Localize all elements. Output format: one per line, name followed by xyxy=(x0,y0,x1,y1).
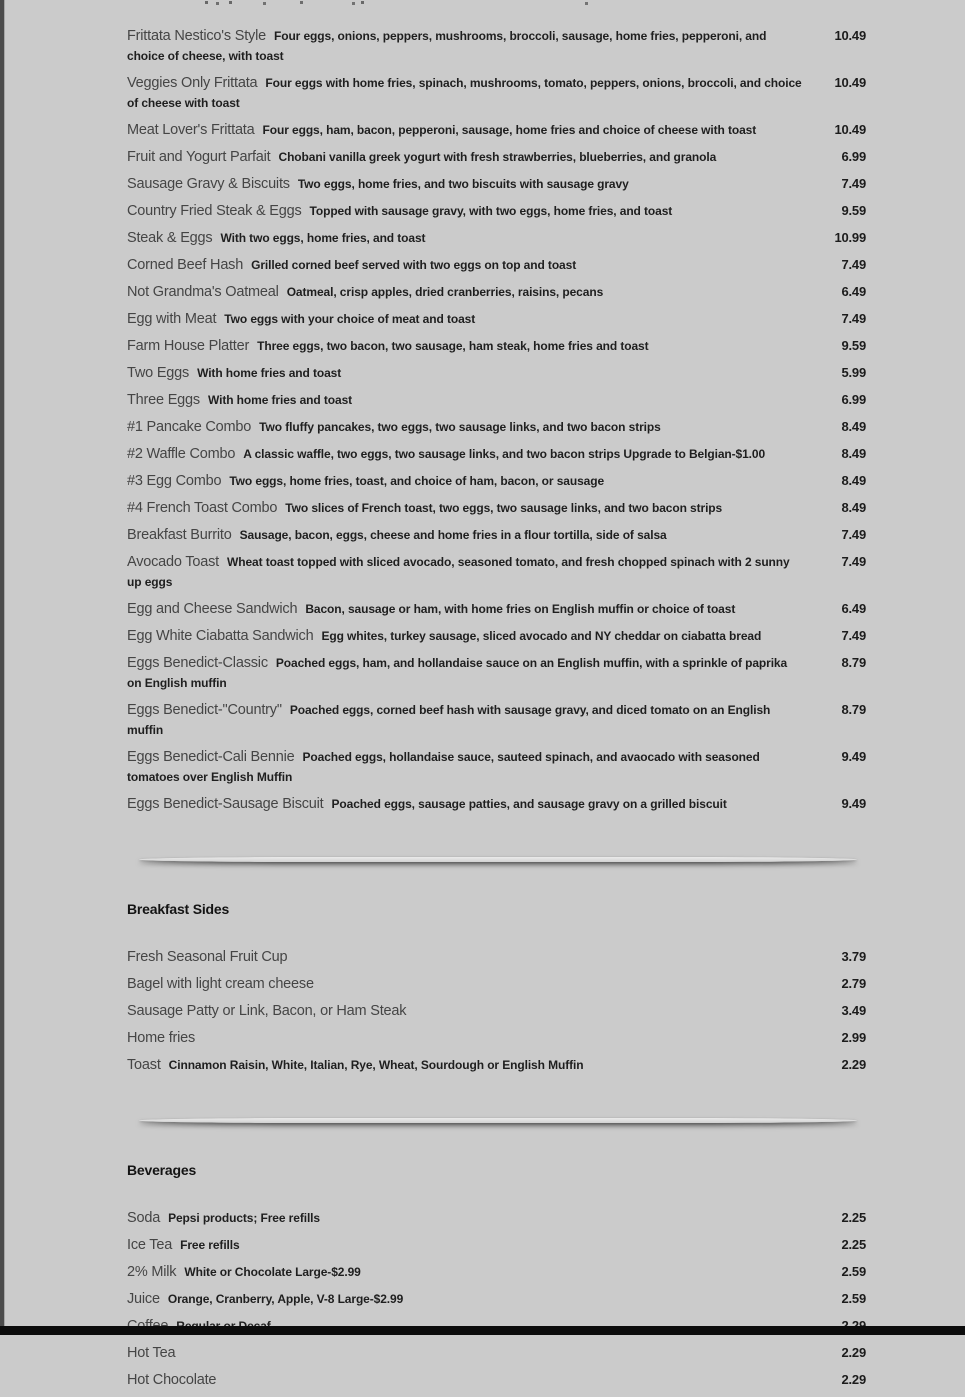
menu-item-text xyxy=(127,552,816,592)
menu-item-text xyxy=(127,1343,816,1363)
menu-item-price: 3.79 xyxy=(841,949,866,964)
menu-item-row xyxy=(127,471,866,491)
menu-item-row xyxy=(127,417,866,437)
menu-item-row xyxy=(127,747,866,787)
section-title: Beverages xyxy=(127,1162,197,1178)
menu-item-price: 7.49 xyxy=(841,311,866,326)
menu-item-text xyxy=(127,120,816,140)
menu-item-text xyxy=(127,255,816,275)
menu-item-name: Eggs Benedict-Cali Bennie xyxy=(127,749,295,765)
menu-item-row xyxy=(127,1343,866,1363)
menu-item-price: 2.99 xyxy=(841,1030,866,1045)
menu-item-name: Ice Tea xyxy=(127,1237,173,1253)
menu-item-name: Frittata Nestico's Style xyxy=(127,28,266,44)
menu-item-description: A classic waffle, two eggs, two sausage links, and two bacon strips Upgrade to Belgian-$1.00 xyxy=(243,447,766,461)
menu-item-text xyxy=(127,525,816,545)
menu-item-description: Oatmeal, crisp apples, dried cranberries, raisins, pecans xyxy=(286,285,604,299)
menu-item-price: 8.49 xyxy=(841,500,866,515)
menu-item-price: 9.59 xyxy=(841,338,866,353)
menu-item-text xyxy=(127,336,816,356)
menu-item-description: Two eggs with your choice of meat and toast xyxy=(224,312,476,326)
menu-item-price: 9.49 xyxy=(841,749,866,764)
menu-item-description: Poached eggs, hollandaise sauce, sauteed spinach, and avaocado with seasoned tomatoes over English Muffin xyxy=(127,750,760,784)
menu-item-text xyxy=(127,1028,816,1048)
menu-item-description: Sausage, bacon, eggs, cheese and home fries in a flour tortilla, side of salsa xyxy=(239,528,667,542)
menu-item-price: 3.49 xyxy=(841,1003,866,1018)
menu-item-name: Three Eggs xyxy=(127,392,200,408)
menu-item-price: 2.29 xyxy=(841,1057,866,1072)
menu-item-description: Two slices of French toast, two eggs, two sausage links, and two bacon strips xyxy=(285,501,723,515)
menu-item-row xyxy=(127,1028,866,1048)
menu-item-row xyxy=(127,1262,866,1282)
menu-item-text xyxy=(127,498,816,518)
menu-item-text xyxy=(127,444,816,464)
menu-item-name: Fresh Seasonal Fruit Cup xyxy=(127,949,288,965)
menu-item-price: 2.29 xyxy=(841,1345,866,1360)
menu-item-name: Egg and Cheese Sandwich xyxy=(127,601,298,617)
menu-item-row xyxy=(127,498,866,518)
menu-item-price: 10.49 xyxy=(834,122,866,137)
menu-item-description: Two eggs, home fries, and two biscuits with sausage gravy xyxy=(297,177,629,191)
menu-item-row xyxy=(127,228,866,248)
menu-item-name: Eggs Benedict-"Country" xyxy=(127,702,282,718)
menu-item-name: Sausage Gravy & Biscuits xyxy=(127,176,290,192)
menu-item-name: Toast xyxy=(127,1057,161,1073)
menu-item-price: 7.49 xyxy=(841,628,866,643)
menu-item-price: 8.49 xyxy=(841,446,866,461)
window-left-edge-highlight xyxy=(4,0,5,1335)
menu-item-row xyxy=(127,147,866,167)
menu-item-text xyxy=(127,363,816,383)
menu-item-row xyxy=(127,363,866,383)
menu-item-name: Eggs Benedict-Sausage Biscuit xyxy=(127,796,324,812)
menu-item-row xyxy=(127,1235,866,1255)
menu-item-name: Two Eggs xyxy=(127,365,190,381)
menu-item-description: Orange, Cranberry, Apple, V-8 Large-$2.99 xyxy=(167,1292,404,1306)
menu-item-name: #4 French Toast Combo xyxy=(127,500,278,516)
menu-item-text xyxy=(127,417,816,437)
menu-item-price: 2.29 xyxy=(841,1372,866,1387)
menu-item-name: Sausage Patty or Link, Bacon, or Ham Steak xyxy=(127,1003,407,1019)
menu-item-row xyxy=(127,552,866,592)
menu-item-text xyxy=(127,1055,816,1075)
menu-item-description: Two fluffy pancakes, two eggs, two sausage links, and two bacon strips xyxy=(259,420,661,434)
menu-item-name: Not Grandma's Oatmeal xyxy=(127,284,279,300)
menu-item-price: 10.49 xyxy=(834,28,866,43)
menu-item-price: 2.79 xyxy=(841,976,866,991)
menu-item-price: 9.59 xyxy=(841,203,866,218)
menu-item-text xyxy=(127,26,816,66)
menu-item-name: Egg with Meat xyxy=(127,311,217,327)
menu-item-name: Hot Tea xyxy=(127,1345,176,1361)
menu-item-price: 7.49 xyxy=(841,176,866,191)
menu-item-description: Four eggs, onions, peppers, mushrooms, broccoli, sausage, home fries, pepperoni, and choice of cheese, with toast xyxy=(127,29,767,63)
section-divider xyxy=(139,1118,857,1123)
menu-item-row xyxy=(127,1001,866,1021)
menu-item-text xyxy=(127,174,816,194)
menu-item-text xyxy=(127,1262,816,1282)
menu-item-text xyxy=(127,282,816,302)
menu-item-price: 8.79 xyxy=(841,702,866,717)
menu-item-row xyxy=(127,525,866,545)
menu-item-text xyxy=(127,1001,816,1021)
menu-item-description: Chobani vanilla greek yogurt with fresh strawberries, blueberries, and granola xyxy=(278,150,717,164)
menu-item-row xyxy=(127,1289,866,1309)
menu-item-description: With home fries and toast xyxy=(207,393,353,407)
menu-item-description: Wheat toast topped with sliced avocado, seasoned tomato, and fresh chopped spinach with 2 sunny up eggs xyxy=(127,555,790,589)
menu-item-text xyxy=(127,309,816,329)
menu-item-name: #1 Pancake Combo xyxy=(127,419,252,435)
menu-item-row xyxy=(127,26,866,66)
menu-item-row xyxy=(127,444,866,464)
menu-item-name: Steak & Eggs xyxy=(127,230,213,246)
menu-item-name: Juice xyxy=(127,1291,160,1307)
menu-item-description: Egg whites, turkey sausage, sliced avocado and NY cheddar on ciabatta bread xyxy=(321,629,762,643)
menu-item-text xyxy=(127,147,816,167)
menu-item-name: Meat Lover's Frittata xyxy=(127,122,255,138)
menu-item-name: #3 Egg Combo xyxy=(127,473,222,489)
menu-item-text xyxy=(127,1289,816,1309)
menu-item-row xyxy=(127,201,866,221)
menu-item-description: Poached eggs, corned beef hash with sausage gravy, and diced tomato on an English muffin xyxy=(127,703,771,737)
bottom-black-bar xyxy=(0,1326,965,1335)
menu-item-row xyxy=(127,974,866,994)
section-divider xyxy=(139,857,857,862)
menu-item-description: Pepsi products; Free refills xyxy=(168,1211,320,1225)
menu-item-description: Two eggs, home fries, toast, and choice of ham, bacon, or sausage xyxy=(229,474,605,488)
menu-item-description: Topped with sausage gravy, with two eggs, home fries, and toast xyxy=(309,204,673,218)
menu-item-price: 6.99 xyxy=(841,149,866,164)
menu-item-text xyxy=(127,1370,816,1390)
menu-item-description: White or Chocolate Large-$2.99 xyxy=(184,1265,361,1279)
menu-item-row xyxy=(127,309,866,329)
menu-item-description: Cinnamon Raisin, White, Italian, Rye, Wheat, Sourdough or English Muffin xyxy=(168,1058,584,1072)
menu-item-price: 8.49 xyxy=(841,473,866,488)
menu-item-price: 2.25 xyxy=(841,1237,866,1252)
menu-item-price: 2.59 xyxy=(841,1264,866,1279)
menu-item-text xyxy=(127,471,816,491)
menu-item-row xyxy=(127,700,866,740)
menu-item-price: 6.49 xyxy=(841,601,866,616)
menu-item-text xyxy=(127,201,816,221)
menu-item-text xyxy=(127,1235,816,1255)
menu-item-text xyxy=(127,974,816,994)
menu-item-text xyxy=(127,653,816,693)
menu-item-name: Veggies Only Frittata xyxy=(127,75,258,91)
menu-item-name: Corned Beef Hash xyxy=(127,257,244,273)
menu-item-row xyxy=(127,1055,866,1075)
menu-item-name: Hot Chocolate xyxy=(127,1372,217,1388)
menu-item-row xyxy=(127,626,866,646)
menu-item-name: Fruit and Yogurt Parfait xyxy=(127,149,271,165)
menu-item-price: 8.79 xyxy=(841,655,866,670)
menu-document xyxy=(127,0,866,1397)
menu-item-price: 5.99 xyxy=(841,365,866,380)
menu-item-row xyxy=(127,599,866,619)
menu-item-row xyxy=(127,794,866,814)
menu-item-text xyxy=(127,228,816,248)
menu-item-description: With home fries and toast xyxy=(197,366,342,380)
menu-item-name: Breakfast Burrito xyxy=(127,527,232,543)
menu-item-text xyxy=(127,794,816,814)
menu-item-description: Bacon, sausage or ham, with home fries on English muffin or choice of toast xyxy=(305,602,736,616)
menu-item-row xyxy=(127,255,866,275)
menu-item-name: Eggs Benedict-Classic xyxy=(127,655,268,671)
menu-item-row xyxy=(127,336,866,356)
menu-item-row xyxy=(127,947,866,967)
menu-item-name: #2 Waffle Combo xyxy=(127,446,236,462)
menu-item-description: Three eggs, two bacon, two sausage, ham steak, home fries and toast xyxy=(257,339,649,353)
menu-item-price: 2.59 xyxy=(841,1291,866,1306)
menu-item-description: Grilled corned beef served with two eggs on top and toast xyxy=(251,258,577,272)
menu-item-row xyxy=(127,1208,866,1228)
menu-item-name: Egg White Ciabatta Sandwich xyxy=(127,628,314,644)
menu-item-name: 2% Milk xyxy=(127,1264,177,1280)
menu-item-price: 7.49 xyxy=(841,554,866,569)
menu-item-row xyxy=(127,73,866,113)
menu-item-row xyxy=(127,390,866,410)
menu-item-name: Bagel with light cream cheese xyxy=(127,976,314,992)
menu-item-price: 10.99 xyxy=(834,230,866,245)
menu-item-text xyxy=(127,1208,816,1228)
menu-item-name: Home fries xyxy=(127,1030,196,1046)
menu-item-row xyxy=(127,174,866,194)
menu-item-price: 7.49 xyxy=(841,527,866,542)
menu-item-price: 8.49 xyxy=(841,419,866,434)
menu-item-description: Four eggs with home fries, spinach, mushrooms, tomato, peppers, onions, broccoli, and choice of cheese with toast xyxy=(127,76,802,110)
menu-item-description: Free refills xyxy=(180,1238,240,1252)
menu-item-price: 10.49 xyxy=(834,75,866,90)
menu-item-description: With two eggs, home fries, and toast xyxy=(220,231,426,245)
menu-item-row xyxy=(127,1370,866,1390)
menu-item-price: 9.49 xyxy=(841,796,866,811)
menu-item-text xyxy=(127,747,816,787)
menu-item-row xyxy=(127,282,866,302)
menu-item-price: 6.49 xyxy=(841,284,866,299)
menu-item-price: 6.99 xyxy=(841,392,866,407)
menu-item-text xyxy=(127,626,816,646)
menu-item-description: Four eggs, ham, bacon, pepperoni, sausage, home fries and choice of cheese with toast xyxy=(262,123,757,137)
menu-item-description: Poached eggs, sausage patties, and sausage gravy on a grilled biscuit xyxy=(331,797,727,811)
menu-item-row xyxy=(127,653,866,693)
menu-item-text xyxy=(127,700,816,740)
menu-item-text xyxy=(127,599,816,619)
menu-item-name: Country Fried Steak & Eggs xyxy=(127,203,302,219)
menu-item-name: Farm House Platter xyxy=(127,338,250,354)
menu-item-row xyxy=(127,120,866,140)
menu-item-price: 2.25 xyxy=(841,1210,866,1225)
menu-item-text xyxy=(127,390,816,410)
menu-item-price: 7.49 xyxy=(841,257,866,272)
menu-item-text xyxy=(127,947,816,967)
menu-item-name: Avocado Toast xyxy=(127,554,219,570)
menu-item-description: Poached eggs, ham, and hollandaise sauce on an English muffin, with a sprinkle of paprika on English muffin xyxy=(127,656,788,690)
menu-item-text xyxy=(127,73,816,113)
section-title: Breakfast Sides xyxy=(127,901,230,917)
menu-item-name: Soda xyxy=(127,1210,161,1226)
